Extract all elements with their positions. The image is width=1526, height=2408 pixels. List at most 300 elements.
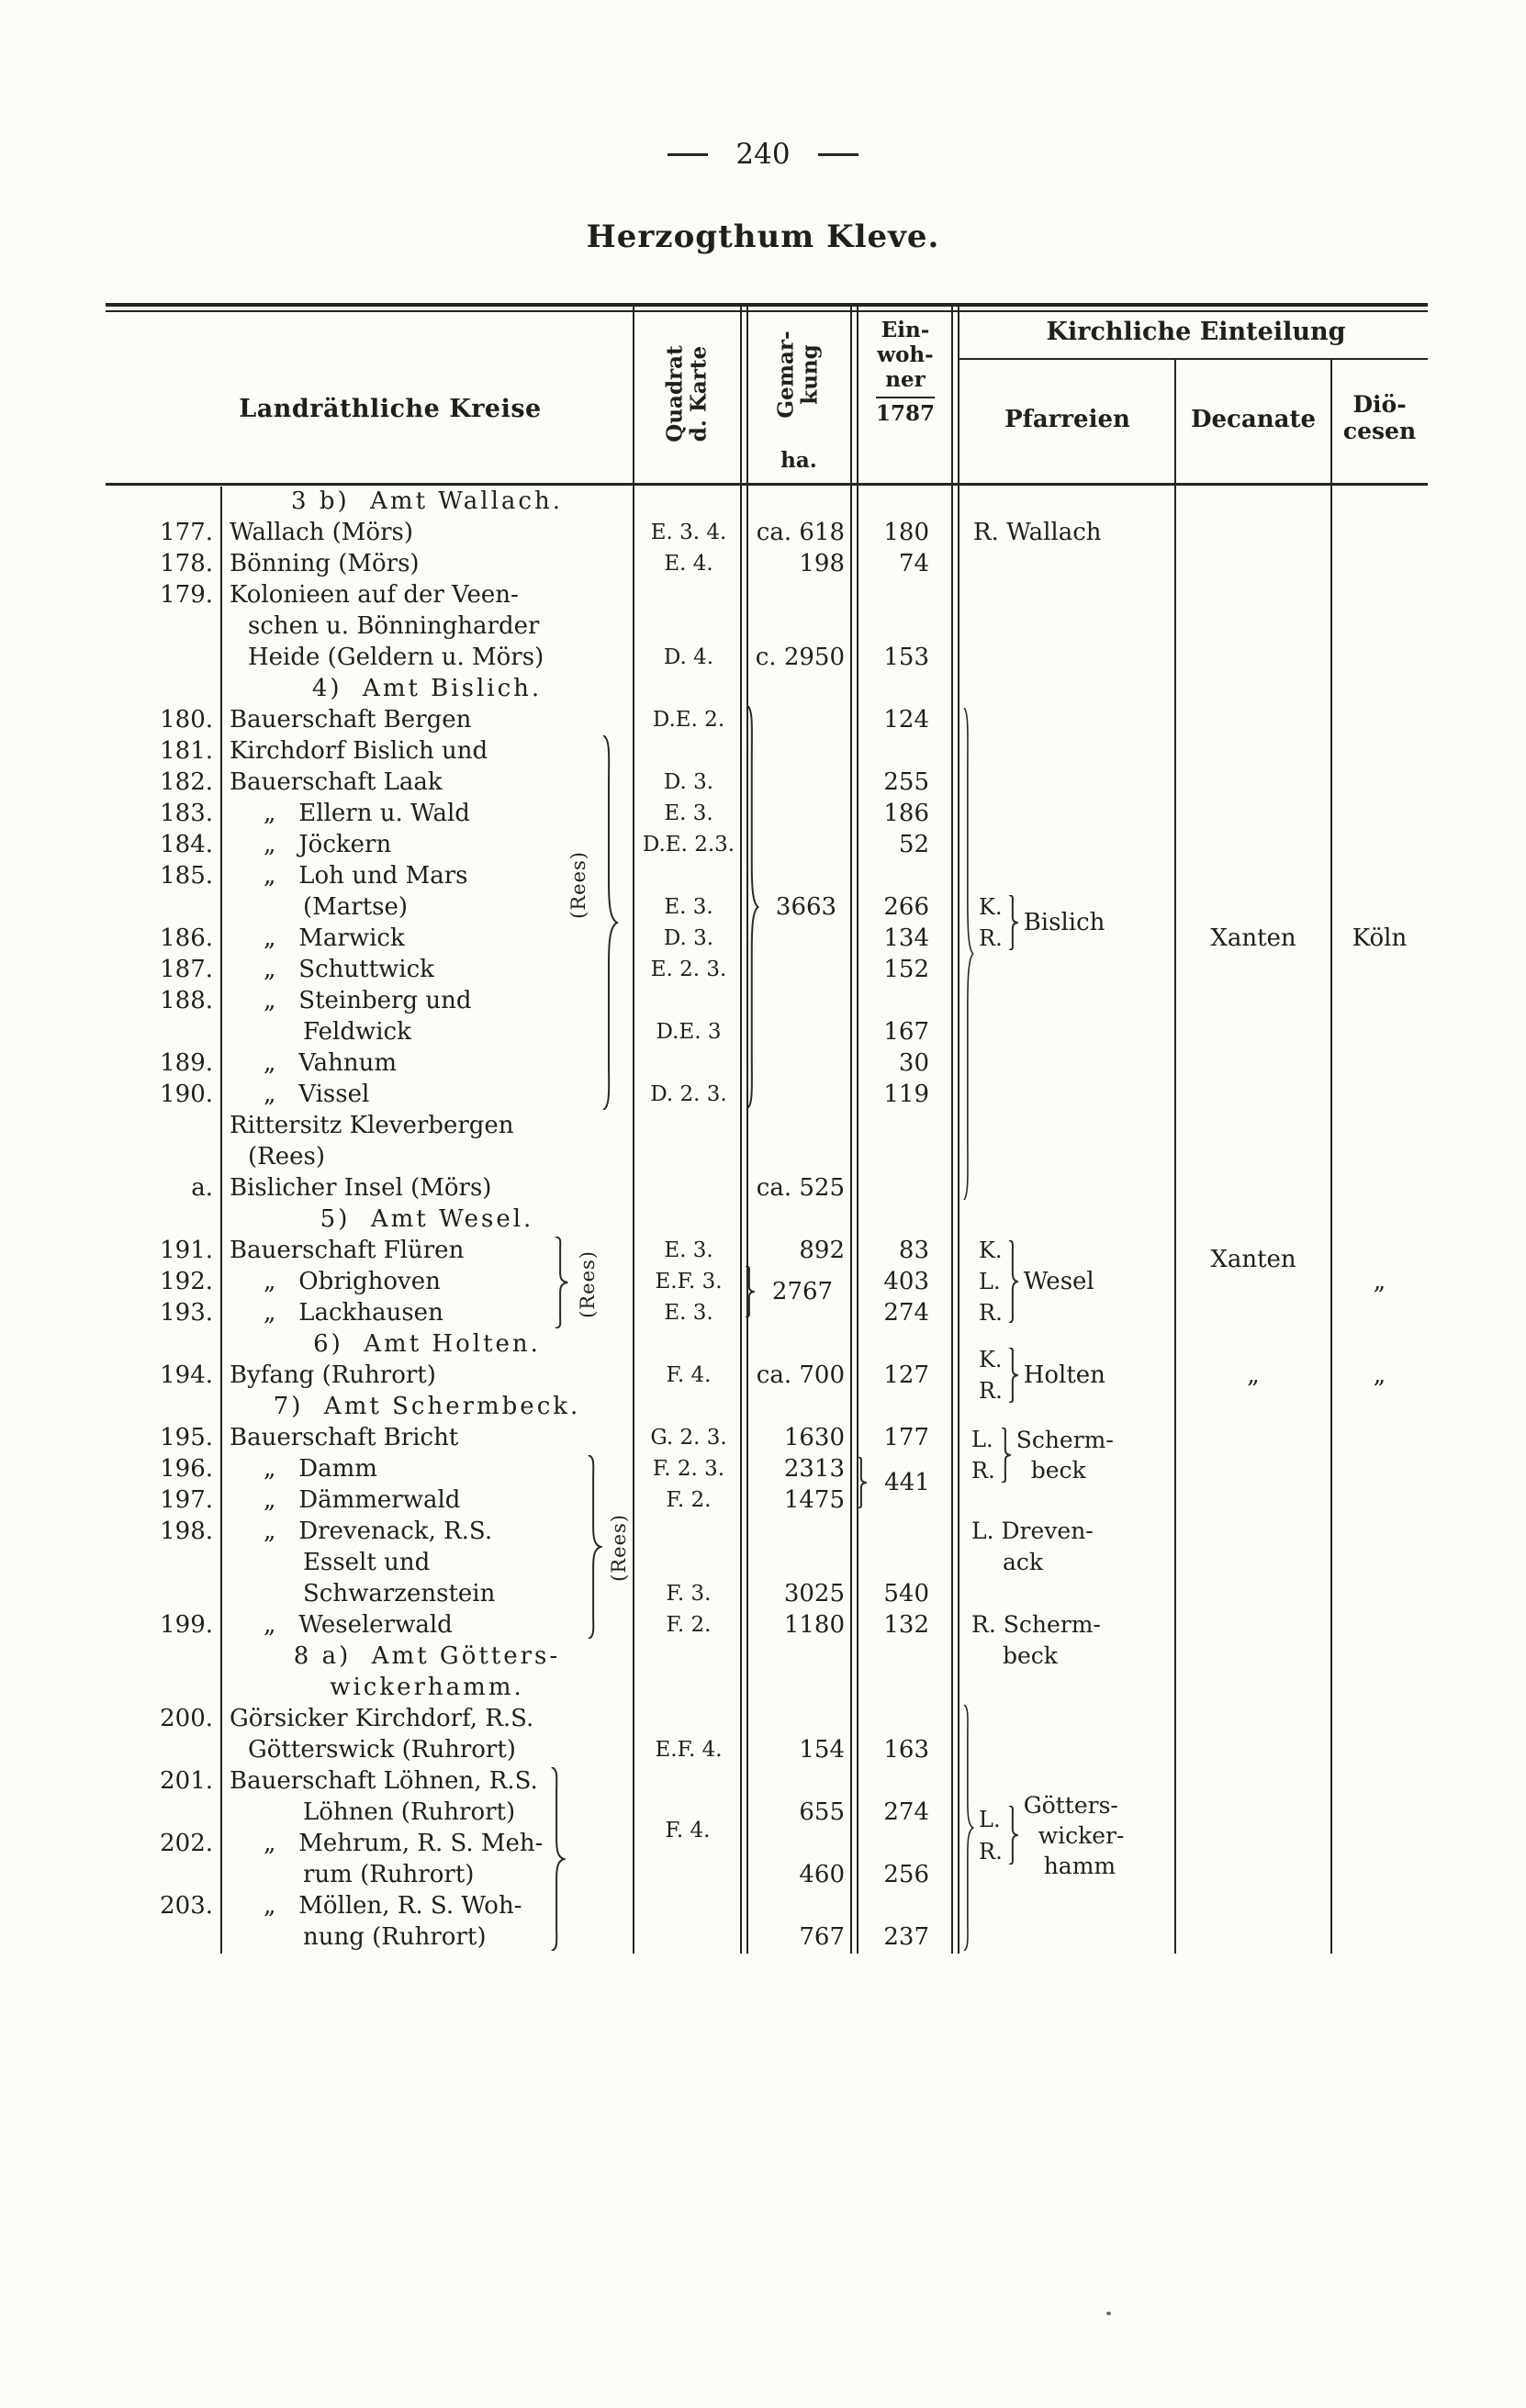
row-map-square: F. 2. (666, 1613, 712, 1637)
pfarrei-brace (1007, 1240, 1019, 1323)
pfarrei-name-line: R. Scherm- (971, 1611, 1101, 1638)
table-row (147, 1453, 1428, 1484)
row-number (147, 1204, 220, 1235)
row-map-square: F. 3. (666, 1582, 712, 1606)
row-area-ha: ca. 700 (756, 1361, 845, 1389)
table-row (147, 1328, 1428, 1360)
row-population: 152 (883, 956, 929, 983)
row-name: „ Damm (264, 1455, 377, 1483)
rees-label-text: (Rees) (577, 1250, 599, 1318)
pfarrei-brace (1000, 1428, 1012, 1483)
row-map-square: E. 4. (664, 552, 713, 576)
row-area-ha: 1630 (783, 1424, 845, 1451)
row-map-square: E. 3. (664, 1301, 713, 1325)
row-area-ha: 198 (799, 550, 845, 577)
row-area-ha: 892 (799, 1237, 845, 1264)
table-row (147, 1204, 1428, 1235)
header-quadrat-line2: d. Karte (686, 345, 712, 442)
table-header (147, 303, 1428, 485)
header-landraethliche-kreise: Landräthliche Kreise (239, 395, 542, 423)
pfarrei-name-line: L. Dreven- (971, 1518, 1094, 1544)
row-area-ha: 1180 (783, 1611, 845, 1639)
row-area-ha (744, 923, 854, 954)
row-map-square (634, 486, 744, 517)
pfarrei-letter: R. (979, 1300, 1003, 1326)
row-area-ha (744, 1328, 854, 1360)
row-name: Bönning (Mörs) (230, 550, 420, 577)
row-name: „ Obrighoven (264, 1268, 441, 1295)
row-population: 124 (883, 706, 929, 734)
row-population: 127 (883, 1361, 929, 1389)
row-population (854, 1516, 953, 1547)
row-population (854, 610, 953, 642)
row-number (147, 1797, 220, 1828)
ink-speck (1106, 2312, 1111, 2315)
row-population: 134 (883, 924, 929, 952)
row-population (854, 1328, 953, 1360)
row-number (147, 1641, 220, 1672)
table-row (147, 1765, 1428, 1797)
row-name: Feldwick (303, 1018, 411, 1046)
rees-label-wesel (575, 1220, 600, 1349)
row-map-square: D.E. 3 (656, 1020, 722, 1044)
pfarrei-brace (1007, 895, 1019, 950)
row-name: wickerhamm. (330, 1674, 524, 1701)
row-population: 83 (898, 1237, 929, 1264)
row-name: Bauerschaft Bricht (230, 1424, 459, 1451)
table-row (147, 517, 1428, 548)
row-number: 196. (160, 1455, 213, 1483)
row-name: „ Möllen, R. S. Woh- (264, 1892, 522, 1920)
row-map-square (634, 1641, 744, 1672)
row-number: 184. (160, 831, 213, 858)
area-brace-wesel (744, 1266, 756, 1317)
row-name: Rittersitz Kleverbergen (230, 1112, 514, 1139)
row-number: 182. (160, 768, 213, 796)
table-row (147, 704, 1428, 735)
group-brace-bislich-names (600, 735, 619, 1110)
row-area-ha (744, 486, 854, 517)
row-area-ha (744, 1016, 854, 1047)
pfarrei-holten (979, 1344, 1105, 1406)
row-population (854, 673, 953, 704)
row-population: 274 (883, 1798, 929, 1826)
row-map-square: F. 2. 3. (652, 1457, 725, 1481)
population-value-damm: 441 (884, 1469, 930, 1496)
row-area-ha (744, 829, 854, 860)
row-number: 193. (160, 1299, 213, 1327)
row-population: 163 (883, 1736, 929, 1764)
row-population (854, 1641, 953, 1672)
header-gemarkung-line1: Gemar- (774, 330, 799, 419)
pfarrei-bislich-letters (979, 891, 1003, 954)
row-map-square: D. 2. 3. (650, 1082, 727, 1106)
table-row (147, 642, 1428, 673)
population-brace-damm (856, 1457, 868, 1508)
table-row (147, 486, 1428, 517)
table-row (147, 767, 1428, 798)
pfarrei-schermbeck-letters (971, 1424, 995, 1486)
row-population: 274 (883, 1299, 929, 1327)
decanat-wesel: Xanten (1210, 1246, 1296, 1273)
row-map-square (634, 1172, 744, 1204)
row-area-ha: 460 (799, 1861, 845, 1888)
row-map-square: D. 4. (663, 645, 714, 669)
table-row (147, 548, 1428, 579)
page-number-row (0, 138, 1526, 171)
header-einwohner (859, 318, 951, 426)
row-map-square (634, 735, 744, 767)
row-area-ha (744, 1703, 854, 1734)
table-row (147, 579, 1428, 610)
row-map-square (634, 1672, 744, 1703)
table-row (147, 1859, 1428, 1890)
header-gemarkung-line2: kung (798, 344, 823, 405)
row-map-square (634, 1516, 744, 1547)
pfarrei-goetters (979, 1789, 1124, 1881)
row-area-ha (744, 1765, 854, 1797)
header-hectare-unit: ha. (780, 448, 817, 473)
row-map-square: E. 3. (664, 1238, 713, 1262)
row-population: 540 (883, 1580, 929, 1607)
table-row (147, 1391, 1428, 1422)
row-number (147, 1547, 220, 1578)
pfarrei-schermbeck-r (971, 1609, 1173, 1672)
row-map-square (634, 1890, 744, 1921)
row-number (147, 1734, 220, 1765)
row-area-ha (744, 704, 854, 735)
header-dioecesen (1331, 391, 1428, 444)
row-name: „ Vahnum (264, 1049, 398, 1077)
pfarrei-section-brace-bislich (962, 708, 974, 1200)
table-row (147, 1110, 1428, 1141)
row-map-square: F. 2. (666, 1488, 712, 1512)
row-map-square: D.E. 2. (652, 708, 725, 732)
row-population (854, 1828, 953, 1859)
row-population (854, 1391, 953, 1422)
row-population (854, 735, 953, 767)
header-dioecesen-line1: Diö- (1352, 391, 1407, 418)
row-name: „ Drevenack, R.S. (264, 1518, 493, 1545)
row-map-square: E. 3. (664, 801, 713, 825)
header-kirchliche-einteilung: Kirchliche Einteilung (1046, 318, 1346, 346)
row-name: 7) Amt Schermbeck. (273, 1393, 581, 1420)
row-number: 189. (160, 1049, 213, 1077)
pfarrei-name-line: wicker- (1038, 1821, 1125, 1849)
header-quadrat-line1: Quadrat (662, 345, 688, 442)
row-population (854, 1672, 953, 1703)
pfarrei-bislich (979, 891, 1105, 954)
row-name: schen u. Bönningharder (248, 612, 540, 640)
row-number: 183. (160, 800, 213, 827)
row-name: Görsicker Kirchdorf, R.S. (230, 1705, 534, 1732)
row-population: 153 (883, 644, 929, 671)
row-number: 199. (160, 1611, 213, 1639)
row-area-ha (744, 1047, 854, 1079)
table-row (147, 735, 1428, 767)
row-number (147, 1110, 220, 1141)
row-population: 403 (883, 1268, 929, 1295)
header-einwohner-line3: ner (885, 367, 926, 392)
group-brace-schermbeck-names (586, 1455, 602, 1639)
table-row (147, 1609, 1428, 1641)
row-population (854, 1765, 953, 1797)
row-map-square (634, 1047, 744, 1079)
pfarrei-goetters-letters (979, 1803, 1003, 1867)
row-area-ha (744, 1672, 854, 1703)
row-area-ha (744, 735, 854, 767)
table-row (147, 798, 1428, 829)
table-row (147, 1703, 1428, 1734)
row-number: 187. (160, 956, 213, 983)
pfarrei-name-lines (1024, 1790, 1125, 1881)
row-population: 177 (883, 1424, 929, 1451)
row-name: Bauerschaft Löhnen, R.S. (230, 1767, 538, 1795)
row-area-ha (744, 985, 854, 1016)
pfarrei-letter: L. (979, 1269, 1001, 1294)
row-number: 202. (160, 1830, 213, 1857)
row-number: 191. (160, 1237, 213, 1264)
header-einwohner-line1: Ein- (881, 318, 930, 342)
pfarrei-name-line: ack (1003, 1549, 1044, 1575)
row-area-ha (744, 954, 854, 985)
table-row (147, 1578, 1428, 1609)
row-population: 266 (883, 893, 929, 921)
row-number: 201. (160, 1767, 213, 1795)
row-name: Bauerschaft Bergen (230, 706, 472, 734)
table-row (147, 1079, 1428, 1110)
row-area-ha: 2313 (783, 1455, 845, 1483)
row-name: 3 b) Amt Wallach. (291, 487, 563, 515)
table-row (147, 1047, 1428, 1079)
row-area-ha (744, 1641, 854, 1672)
row-name: rum (Ruhrort) (303, 1861, 475, 1888)
row-name: „ Schuttwick (264, 956, 434, 983)
pfarrei-name-line: Scherm- (1015, 1427, 1114, 1453)
pfarrei-letter: L. (971, 1427, 993, 1452)
page-number-dash-right (818, 153, 858, 156)
pfarrei-section-brace-goetters (962, 1705, 974, 1951)
row-number (147, 673, 220, 704)
pfarrei-name: Bislich (1023, 909, 1105, 936)
row-area-ha (744, 1547, 854, 1578)
row-map-square (634, 1547, 744, 1578)
row-map-square (634, 1110, 744, 1141)
header-quadrat-karte-text (664, 345, 712, 442)
header-einwohner-line2: woh- (877, 342, 934, 367)
row-number: 198. (160, 1518, 213, 1545)
row-map-square (634, 1859, 744, 1890)
table-row (147, 1547, 1428, 1578)
row-area-ha (744, 1110, 854, 1141)
table-row (147, 1516, 1428, 1547)
header-gemarkung (746, 307, 852, 442)
row-population (854, 486, 953, 517)
row-area-ha (744, 1079, 854, 1110)
row-number (147, 642, 220, 673)
pfarrei-name-line: Götters- (1023, 1791, 1118, 1819)
header-decanate: Decanate (1190, 406, 1317, 433)
row-area-ha: ca. 525 (756, 1174, 845, 1202)
row-number: a. (191, 1174, 213, 1202)
row-area-ha (744, 1391, 854, 1422)
row-number (147, 1859, 220, 1890)
table-row (147, 985, 1428, 1016)
row-name: „ Weselerwald (264, 1611, 453, 1639)
pfarrei-letter: K. (979, 1238, 1003, 1263)
row-map-square (634, 1921, 744, 1953)
pfarrei-letter: R. (971, 1458, 995, 1484)
row-number (147, 1016, 220, 1047)
row-population: 237 (883, 1923, 929, 1951)
row-area-ha: 154 (799, 1736, 845, 1764)
page-title: Herzogthum Kleve. (586, 218, 940, 255)
table-row (147, 829, 1428, 860)
row-name: Löhnen (Ruhrort) (303, 1798, 516, 1826)
row-population: 119 (883, 1081, 929, 1108)
row-population: 255 (883, 768, 929, 796)
decanat-bislich: Xanten (1210, 924, 1296, 952)
table-row (147, 1734, 1428, 1765)
row-population: 186 (883, 800, 929, 827)
row-name: 5) Amt Wesel. (320, 1205, 534, 1233)
row-area-ha (744, 610, 854, 642)
pfarrei-name-line: beck (1003, 1642, 1058, 1669)
table-row (147, 1484, 1428, 1516)
row-name: „ Dämmerwald (264, 1486, 461, 1514)
row-name: Wallach (Mörs) (230, 519, 414, 546)
table-row (147, 673, 1428, 704)
decanat-holten: „ (1247, 1361, 1260, 1389)
row-number: 195. (160, 1424, 213, 1451)
row-area-ha (744, 767, 854, 798)
row-area-ha (744, 579, 854, 610)
row-map-square (634, 1328, 744, 1360)
row-map-square (634, 1765, 744, 1797)
table-row (147, 860, 1428, 891)
row-name: „ Loh und Mars (264, 862, 468, 890)
row-name: Esselt und (303, 1549, 431, 1576)
row-map-square (634, 610, 744, 642)
row-name: Byfang (Ruhrort) (230, 1361, 436, 1389)
row-population (854, 1703, 953, 1734)
row-name: Heide (Geldern u. Mörs) (248, 644, 544, 671)
row-number: 200. (160, 1705, 213, 1732)
row-map-square: E.F. 4. (655, 1738, 723, 1762)
row-name: Kolonieen auf der Veen- (230, 581, 519, 609)
pfarrei-brace (1007, 1806, 1019, 1865)
area-value-wesel: 2767 (771, 1278, 834, 1305)
pfarrei-letter: R. (979, 1838, 1003, 1865)
row-population (854, 1110, 953, 1141)
row-number: 178. (160, 550, 213, 577)
row-population (854, 860, 953, 891)
pfarrei-letter: R. (979, 925, 1003, 951)
row-map-square (634, 1703, 744, 1734)
row-number (147, 891, 220, 923)
row-area-ha (744, 1828, 854, 1859)
row-population (854, 1141, 953, 1172)
row-name: 6) Amt Holten. (313, 1330, 541, 1358)
table-row (147, 1890, 1428, 1921)
header-dioecesen-line2: cesen (1342, 418, 1417, 444)
row-number (147, 1391, 220, 1422)
area-brace-bislich (746, 706, 759, 1108)
row-map-square: E. 3. 4. (650, 521, 727, 544)
group-brace-wesel-names (553, 1237, 569, 1328)
row-map-square: D. 3. (663, 770, 714, 794)
row-map-square: G. 2. 3. (650, 1426, 727, 1450)
table-row (147, 1672, 1428, 1703)
row-name: „ Steinberg und (264, 987, 472, 1014)
row-map-square: E. 2. 3. (650, 958, 727, 981)
row-name: Bislicher Insel (Mörs) (230, 1174, 492, 1202)
row-area-ha: c. 2950 (755, 644, 845, 671)
row-name: (Rees) (248, 1143, 325, 1170)
row-number: 194. (160, 1361, 213, 1389)
pfarrei-name-line: hamm (1043, 1852, 1116, 1879)
row-number: 179. (160, 581, 213, 609)
row-population: 180 (883, 519, 929, 546)
row-number: 190. (160, 1081, 213, 1108)
pfarrei-holten-letters (979, 1344, 1003, 1406)
row-name: „ Lackhausen (264, 1299, 443, 1327)
pfarrei-letter: K. (979, 894, 1003, 920)
table-row (147, 954, 1428, 985)
row-name: „ Vissel (264, 1081, 370, 1108)
pfarrei-wesel-letters (979, 1235, 1003, 1328)
row-population: 30 (898, 1049, 929, 1077)
row-map-square (634, 860, 744, 891)
row-map-square: D.E. 2.3. (642, 833, 735, 857)
table-row (147, 1422, 1428, 1453)
row-population (854, 579, 953, 610)
row-number: 203. (160, 1892, 213, 1920)
row-population: 132 (883, 1611, 929, 1639)
row-name: „ Ellern u. Wald (264, 800, 470, 827)
row-population: 74 (898, 550, 929, 577)
pfarrei-wallach: R. Wallach (973, 519, 1102, 546)
rees-label-schermbeck (606, 1479, 632, 1617)
row-map-square (634, 579, 744, 610)
row-map-square (634, 1391, 744, 1422)
pfarrei-name: Wesel (1023, 1268, 1094, 1295)
row-number (147, 1328, 220, 1360)
header-gemarkung-text (775, 330, 823, 418)
page-number-dash-left (668, 153, 708, 156)
kreise-table (147, 303, 1428, 1954)
pfarrei-letter: R. (979, 1378, 1003, 1404)
table-row (147, 1172, 1428, 1204)
dioecese-bislich: Köln (1352, 924, 1408, 952)
group-brace-goetters-names (549, 1767, 566, 1951)
row-number (147, 486, 220, 517)
row-map-square (634, 1141, 744, 1172)
pfarrei-letter: L. (979, 1806, 1001, 1832)
table-row (147, 1016, 1428, 1047)
row-map-square (634, 673, 744, 704)
pfarrei-drevenack (971, 1516, 1173, 1578)
table-row (147, 1797, 1428, 1828)
row-name: Götterswick (Ruhrort) (248, 1736, 516, 1764)
row-number: 197. (160, 1486, 213, 1514)
row-area-ha (744, 1890, 854, 1921)
row-population: 167 (883, 1018, 929, 1046)
row-number: 186. (160, 924, 213, 952)
row-name: (Martse) (303, 893, 409, 921)
row-area-ha (744, 1204, 854, 1235)
pfarrei-name: Holten (1023, 1361, 1105, 1389)
